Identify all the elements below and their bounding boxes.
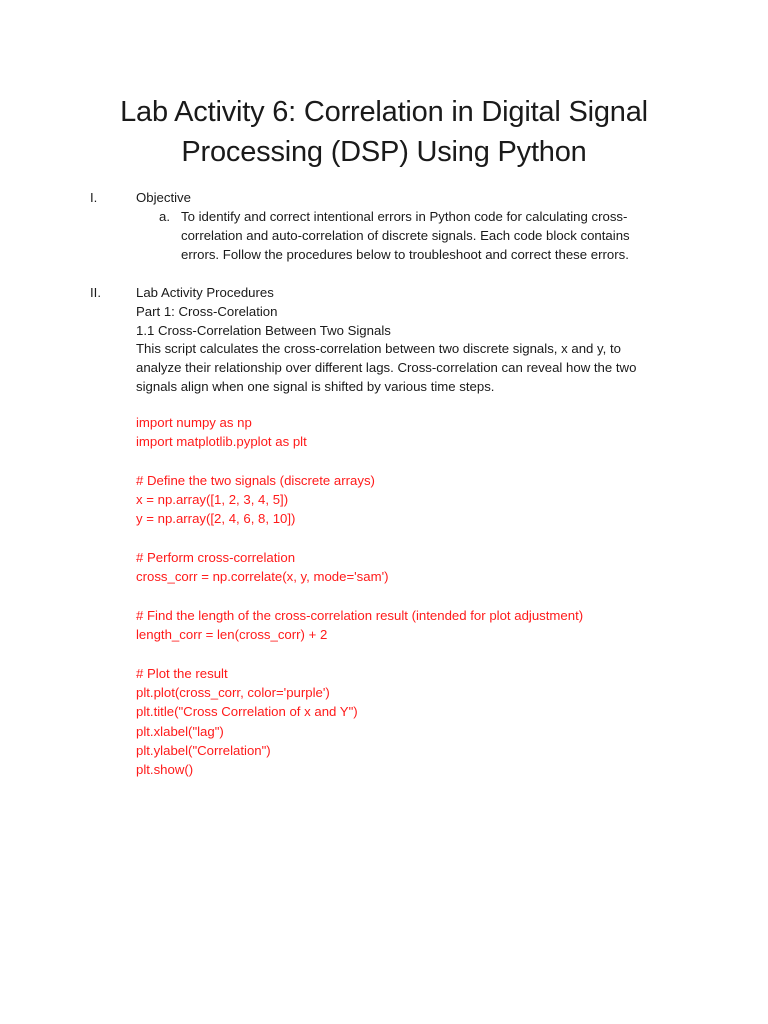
code-line: plt.ylabel("Correlation"): [136, 743, 271, 759]
code-line: plt.show(): [136, 762, 194, 778]
description-paragraph: [136, 339, 636, 396]
paragraph-line: analyze their relationship over different lags. Cross-correlation can reveal how the two: [136, 360, 637, 375]
document-title: [60, 92, 708, 172]
paragraph-line: signals align when one signal is shifted by various time steps.: [136, 379, 495, 394]
title-line-1: Lab Activity 6: Correlation in Digital Signal: [120, 96, 648, 128]
code-line: cross_corr = np.correlate(x, y, mode='sam'): [136, 569, 389, 585]
section-2-numeral: II.: [90, 285, 101, 300]
section-2-heading: Lab Activity Procedures: [136, 285, 274, 300]
section-1-numeral: I.: [90, 190, 98, 205]
objective-line: To identify and correct intentional errors in Python code for calculating cross-: [181, 209, 628, 224]
code-line: [136, 529, 583, 548]
code-line: length_corr = len(cross_corr) + 2: [136, 627, 328, 643]
code-line: [136, 587, 583, 606]
code-line: # Define the two signals (discrete arrays): [136, 472, 375, 488]
code-line: [136, 452, 583, 471]
objective-line: errors. Follow the procedures below to troubleshoot and correct these errors.: [181, 247, 629, 263]
code-line: import matplotlib.pyplot as plt: [136, 434, 307, 450]
code-line: y = np.array([2, 4, 6, 8, 10]): [136, 511, 296, 527]
title-line-2: Processing (DSP) Using Python: [181, 136, 587, 168]
code-line: # Find the length of the cross-correlation result (intended for plot adjustment): [136, 607, 584, 623]
code-line: x = np.array([1, 2, 3, 4, 5]): [136, 492, 289, 508]
code-line: plt.plot(cross_corr, color='purple'): [136, 685, 330, 701]
code-line: # Perform cross-correlation: [136, 550, 296, 566]
objective-item-marker: a.: [159, 209, 170, 224]
code-line: [136, 645, 583, 664]
code-line: # Plot the result: [136, 665, 228, 681]
code-line: plt.title("Cross Correlation of x and Y"): [136, 704, 358, 720]
section-1-heading: Objective: [136, 190, 191, 205]
objective-line: correlation and auto-correlation of discrete signals. Each code block contains: [181, 228, 630, 244]
code-line: import numpy as np: [136, 415, 252, 430]
code-block: [136, 413, 583, 780]
paragraph-line: This script calculates the cross-correlation between two discrete signals, x and y, to: [136, 341, 621, 356]
code-line: plt.xlabel("lag"): [136, 723, 224, 739]
objective-item-text: [181, 207, 661, 265]
part-title: Part 1: Cross-Corelation: [136, 304, 278, 319]
subsection-title: 1.1 Cross-Correlation Between Two Signals: [136, 323, 391, 338]
